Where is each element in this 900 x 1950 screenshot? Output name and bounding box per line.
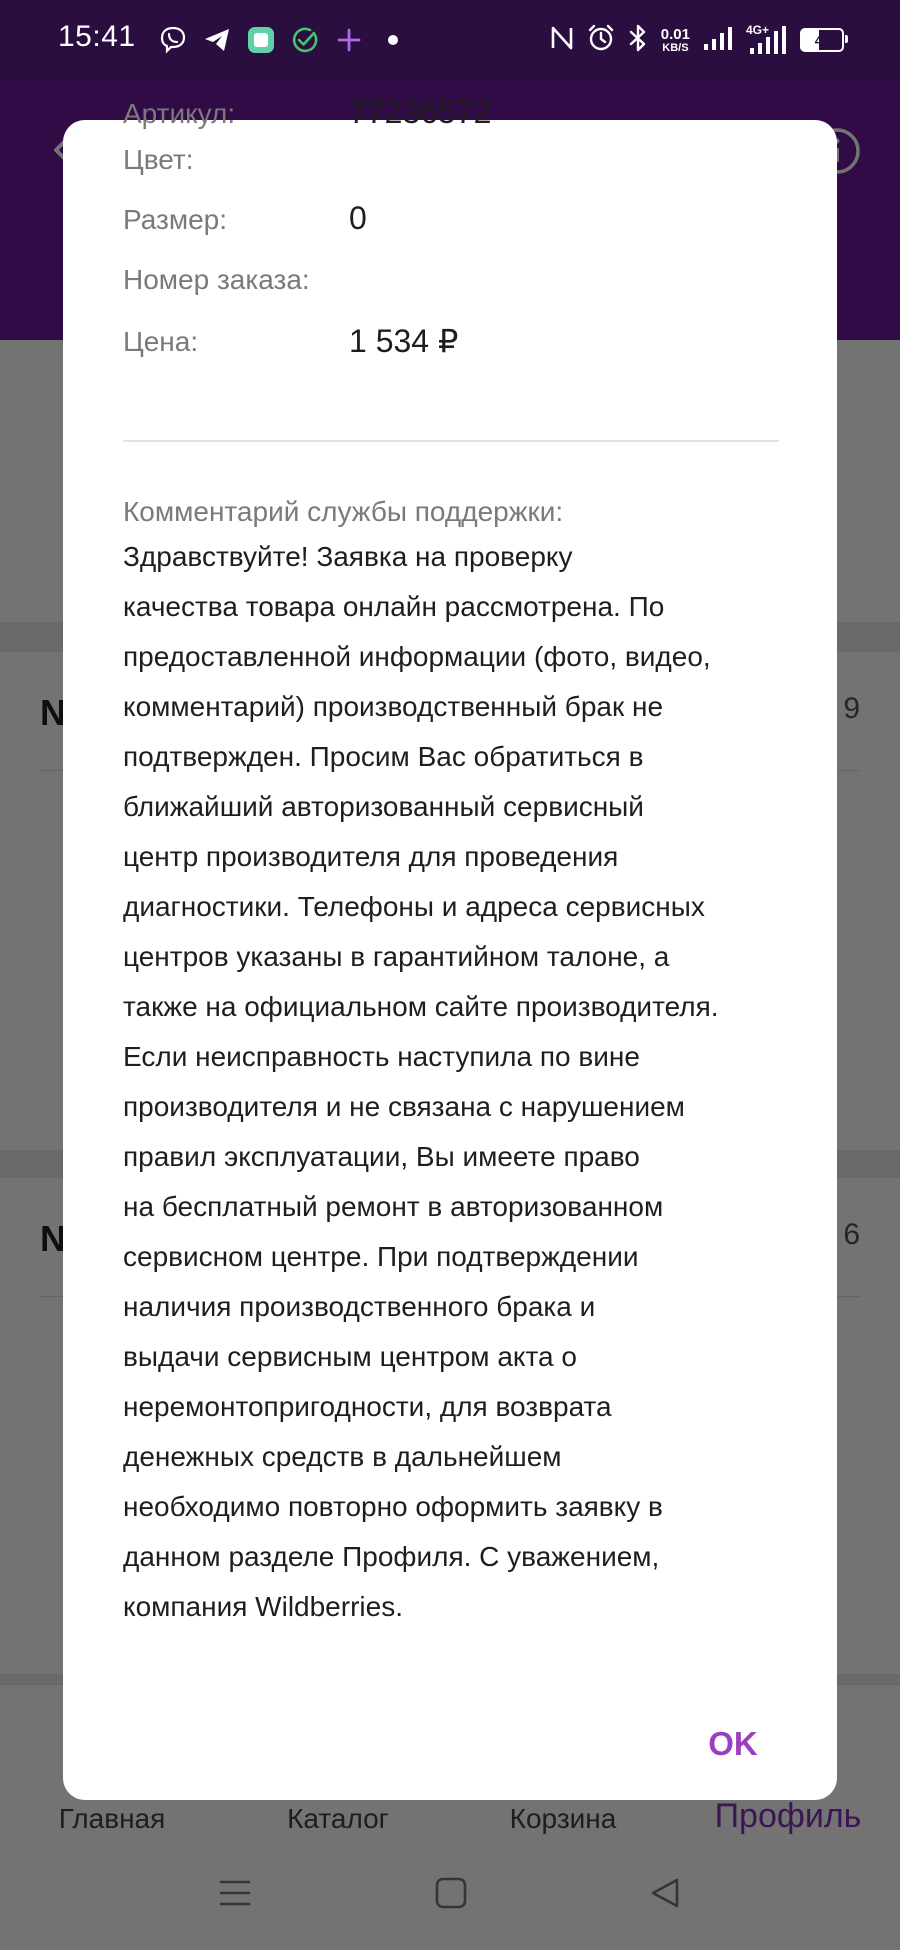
comment-line: центр производителя для проведения xyxy=(123,841,619,872)
detail-value: 1 534 ₽ xyxy=(349,323,459,359)
comment-line: диагностики. Телефоны и адреса сервисных xyxy=(123,891,705,922)
support-comment-text xyxy=(123,532,803,1632)
alarm-icon xyxy=(587,24,615,57)
detail-label: Размер: xyxy=(123,204,228,235)
signal-icon xyxy=(702,24,734,57)
detail-label: Цвет: xyxy=(123,144,194,175)
detail-value: 0 xyxy=(349,200,367,236)
detail-value: 77236572 xyxy=(349,94,492,130)
detail-row-size xyxy=(123,200,783,244)
comment-line: производителя и не связана с нарушением xyxy=(123,1091,685,1122)
comment-line: также на официальном сайте производителя. xyxy=(123,991,719,1022)
comment-line: компания Wildberries. xyxy=(123,1591,403,1622)
signal-4g-icon xyxy=(746,24,788,56)
comment-line: Если неисправность наступила по вине xyxy=(123,1041,640,1072)
support-comment-title: Комментарий службы поддержки: xyxy=(123,496,564,527)
comment-line: неремонтопригодности, для возврата xyxy=(123,1391,612,1422)
viber-icon xyxy=(158,25,188,55)
battery-icon xyxy=(800,28,844,52)
network-type-label: 4G+ xyxy=(746,23,770,37)
status-time: 15:41 xyxy=(58,20,136,53)
status-bar xyxy=(0,0,900,80)
comment-line: на бесплатный ремонт в авторизованном xyxy=(123,1191,664,1222)
network-speed-value: 0.01 xyxy=(660,25,690,43)
divider xyxy=(123,440,779,442)
comment-line: наличия производственного брака и xyxy=(123,1291,596,1322)
notification-icons xyxy=(158,22,408,58)
detail-row-order-number xyxy=(123,264,783,304)
support-comment-dialog xyxy=(63,94,837,1800)
detail-row-price xyxy=(123,323,783,366)
detail-row-article xyxy=(123,94,783,138)
comment-line: правил эксплуатации, Вы имеете право xyxy=(123,1141,640,1172)
comment-line: качества товара онлайн рассмотрена. По xyxy=(123,591,665,622)
plus-icon xyxy=(334,25,364,55)
system-icons xyxy=(549,20,844,60)
ok-button[interactable]: OK xyxy=(683,1712,783,1776)
check-circle-icon xyxy=(290,25,320,55)
detail-label: Номер заказа: xyxy=(123,264,310,295)
battery-level: 43 xyxy=(814,32,830,48)
detail-label: Цена: xyxy=(123,326,199,357)
network-speed xyxy=(661,27,690,54)
comment-line: сервисном центре. При подтверждении xyxy=(123,1241,639,1272)
comment-line: денежных средств в дальнейшем xyxy=(123,1441,562,1472)
comment-line: комментарий) производственный брак не xyxy=(123,691,664,722)
app-square-icon xyxy=(246,25,276,55)
comment-line: ближайший авторизованный сервисный xyxy=(123,791,644,822)
telegram-icon xyxy=(202,25,232,55)
comment-line: Здравствуйте! Заявка на проверку xyxy=(123,541,573,572)
comment-line: подтвержден. Просим Вас обратиться в xyxy=(123,741,644,772)
comment-line: центров указаны в гарантийном талоне, а xyxy=(123,941,670,972)
bluetooth-icon xyxy=(627,24,649,57)
detail-row-color xyxy=(123,144,783,184)
comment-line: данном разделе Профиля. С уважением, xyxy=(123,1541,660,1572)
comment-line: выдачи сервисным центром акта о xyxy=(123,1341,577,1372)
nfc-icon xyxy=(549,24,575,57)
comment-line: предоставленной информации (фото, видео, xyxy=(123,641,711,672)
network-speed-unit: KB/S xyxy=(662,41,689,54)
dot-icon xyxy=(378,25,408,55)
detail-label: Артикул: xyxy=(123,98,236,129)
comment-line: необходимо повторно оформить заявку в xyxy=(123,1491,663,1522)
